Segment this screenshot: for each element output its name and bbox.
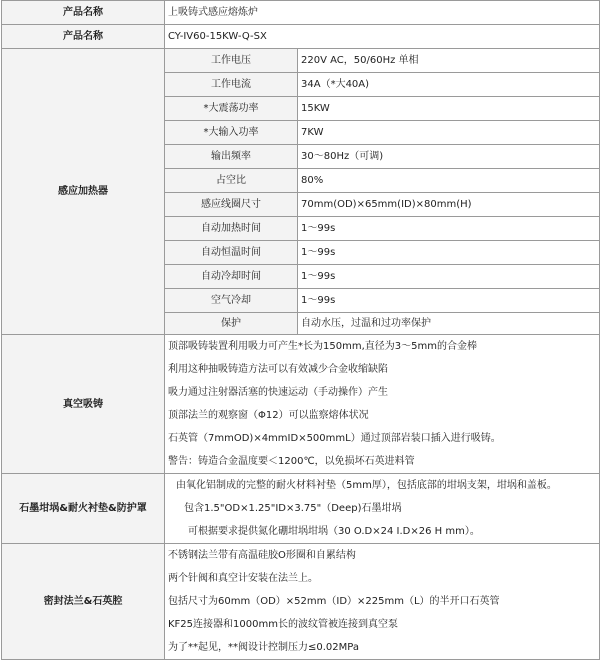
- param-value: 1～99s: [298, 289, 600, 313]
- flange-section-label: 密封法兰&石英腔: [2, 544, 165, 660]
- product-name-row: [2, 1, 600, 25]
- param-value: 1～99s: [298, 241, 600, 265]
- crucible-line: 由氧化铝制成的完整的耐火材料衬垫（5mm厚），包括底部的坩埚支架，坩埚和盖板。: [176, 480, 557, 491]
- param-name: 自动恒温时间: [165, 241, 298, 265]
- vacuum-line: 吸力通过注射器活塞的快速运动（手动操作）产生: [168, 387, 388, 398]
- product-name-value: 上吸铸式感应熔炼炉: [165, 1, 600, 25]
- vacuum-section-label: 真空吸铸: [2, 335, 165, 474]
- product-model-label: 产品名称: [2, 25, 165, 49]
- param-name: 工作电压: [165, 49, 298, 73]
- flange-line: 不锈钢法兰带有高温硅胶O形圈和自累结构: [168, 550, 356, 561]
- flange-description: [165, 544, 600, 660]
- vacuum-line: 警告：铸造合金温度要＜1200℃，以免损坏石英进料管: [168, 456, 415, 467]
- param-name: 输出频率: [165, 145, 298, 169]
- vacuum-line: 利用这种抽吸铸造方法可以有效减少合金收缩缺陷: [168, 364, 388, 375]
- product-model-row: [2, 25, 600, 49]
- param-value: 1～99s: [298, 217, 600, 241]
- crucible-description: [165, 474, 600, 544]
- crucible-line: 包含1.5"OD×1.25"ID×3.75"（Deep)石墨坩埚: [184, 503, 402, 514]
- spec-table: [1, 0, 600, 660]
- vacuum-line: 顶部法兰的观察窗（Φ12）可以监察熔体状况: [168, 410, 369, 421]
- param-value: 7KW: [298, 121, 600, 145]
- param-value: 80%: [298, 169, 600, 193]
- product-model-value: CY-IV60-15KW-Q-SX: [165, 25, 600, 49]
- param-name: 空气冷却: [165, 289, 298, 313]
- param-name: 保护: [165, 313, 298, 335]
- heater-section-label: 感应加热器: [2, 49, 165, 335]
- flange-line: 为了**起见，**阀设计控制压力≤0.02MPa: [168, 642, 359, 653]
- vacuum-description: [165, 335, 600, 474]
- vacuum-row: [2, 335, 600, 474]
- param-name: 自动冷却时间: [165, 265, 298, 289]
- param-row: [2, 49, 600, 73]
- param-value: 34A（*大40A): [298, 73, 600, 97]
- param-name: *大输入功率: [165, 121, 298, 145]
- flange-line: KF25连接器和1000mm长的波纹管被连接到真空泵: [168, 619, 398, 630]
- vacuum-line: 石英管（7mmOD)×4mmID×500mmL）通过顶部岩装口插入进行吸铸。: [168, 433, 501, 444]
- vacuum-line: 顶部吸铸装置利用吸力可产生*长为150mm,直径为3～5mm的合金棒: [168, 341, 477, 352]
- param-value: 30～80Hz（可调): [298, 145, 600, 169]
- param-value: 220V AC，50/60Hz 单相: [298, 49, 600, 73]
- crucible-line: 可根据要求提供氮化硼坩埚坩埚（30 O.D×24 I.D×26 H mm）。: [188, 526, 480, 537]
- param-value: 1～99s: [298, 265, 600, 289]
- param-name: 工作电流: [165, 73, 298, 97]
- param-value: 15KW: [298, 97, 600, 121]
- flange-line: 两个针阀和真空计安装在法兰上。: [168, 573, 318, 584]
- param-value: 70mm(OD)×65mm(ID)×80mm(H): [298, 193, 600, 217]
- product-name-label: 产品名称: [2, 1, 165, 25]
- flange-line: 包括尺寸为60mm（OD）×52mm（ID）×225mm（L）的半开口石英管: [168, 596, 500, 607]
- param-value: 自动水压，过温和过功率保护: [298, 313, 600, 335]
- flange-row: [2, 544, 600, 660]
- param-name: 自动加热时间: [165, 217, 298, 241]
- param-name: *大震荡功率: [165, 97, 298, 121]
- crucible-section-label: 石墨坩埚&耐火衬垫&防护罩: [2, 474, 165, 544]
- param-name: 感应线圈尺寸: [165, 193, 298, 217]
- param-name: 占空比: [165, 169, 298, 193]
- crucible-row: [2, 474, 600, 544]
